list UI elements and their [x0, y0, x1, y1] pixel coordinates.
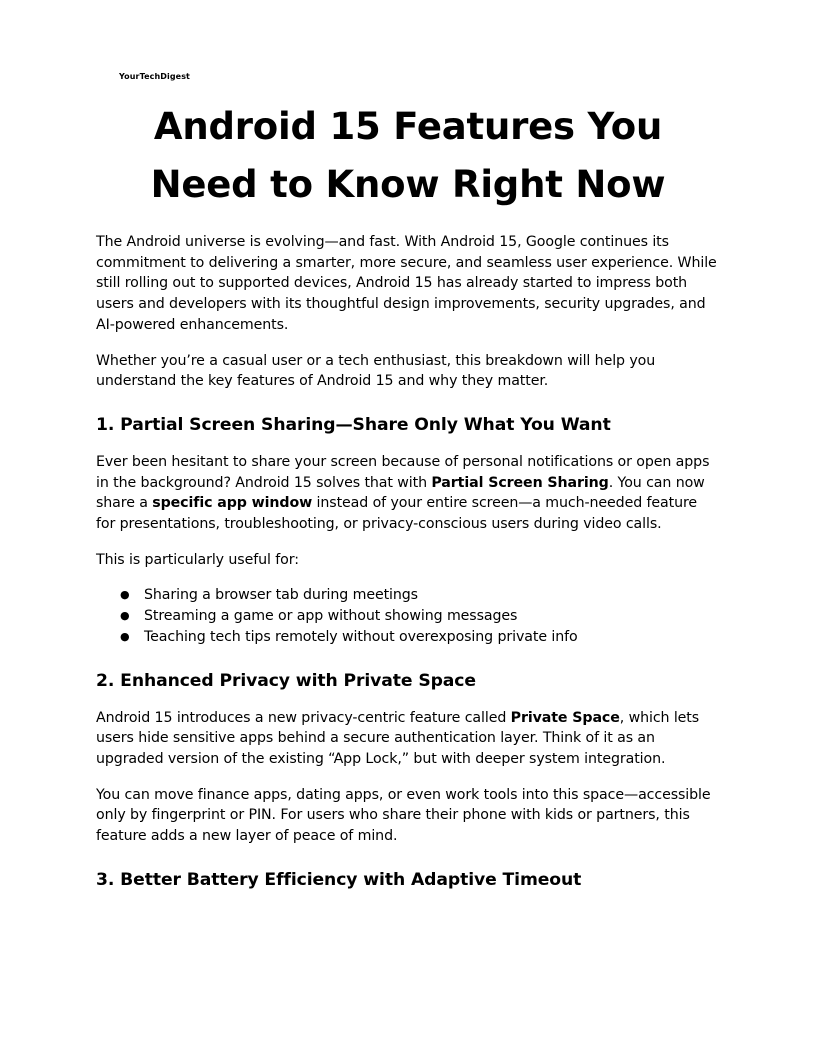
- list-item-text: Teaching tech tips remotely without overexposing private info: [144, 628, 578, 645]
- section-2-heading: 2. Enhanced Privacy with Private Space: [96, 670, 476, 691]
- section-1-heading: 1. Partial Screen Sharing—Share Only What You Want: [96, 414, 611, 435]
- section-3-heading: 3. Better Battery Efficiency with Adaptive Timeout: [96, 869, 582, 890]
- bold-partial-screen-sharing: Partial Screen Sharing: [431, 474, 609, 491]
- list-item: [120, 627, 720, 648]
- text-span: Android 15 introduces a new privacy-centric feature called: [96, 709, 511, 726]
- title-line-1: Android 15 Features You: [153, 105, 663, 148]
- text-span: instead of your entire screen—a much-needed feature for presentations, troubleshooting, or privacy-conscious users during video calls.: [96, 495, 698, 533]
- bold-private-space: Private Space: [510, 709, 620, 726]
- section-1-paragraph-2: This is particularly useful for:: [96, 551, 299, 568]
- bullet-icon: ●: [120, 588, 130, 602]
- use-case-list: [96, 585, 720, 647]
- title-line-2: Need to Know Right Now: [150, 163, 666, 206]
- bold-specific-app-window: specific app window: [152, 495, 313, 512]
- bullet-icon: ●: [120, 629, 130, 643]
- list-item: [120, 606, 720, 627]
- list-item-text: Streaming a game or app without showing messages: [144, 608, 518, 625]
- bullet-icon: ●: [120, 609, 130, 623]
- article-body: [96, 232, 720, 907]
- list-item: [120, 585, 720, 606]
- text-span: Ever been hesitant to share your screen because of personal notifications or open apps in the background? Android 15 solves that with: [96, 453, 710, 491]
- section-1-paragraph-1: [96, 452, 720, 535]
- intro-paragraph-1: The Android universe is evolving—and fast. With Android 15, Google continues its commitment to delivering a smarter, more secure, and seamless user experience. While still rolling out to supported devices, Android 15 has already started to impress both users and developers with its thoughtful design improvements, security upgrades, and AI-powered enhancements.: [96, 234, 717, 333]
- section-2-paragraph-1: [96, 708, 720, 770]
- intro-paragraph-2: Whether you’re a casual user or a tech enthusiast, this breakdown will help you understand the key features of Android 15 and why they matter.: [96, 352, 656, 390]
- text-span: . You can now share a: [96, 474, 705, 512]
- brand-logo-text: YourTechDigest: [119, 72, 190, 81]
- section-2-paragraph-2: You can move finance apps, dating apps, or even work tools into this space—accessible only by fingerprint or PIN. For users who share their phone with kids or partners, this feature adds a new layer of peace of mind.: [96, 786, 711, 845]
- article-title: [96, 98, 720, 214]
- text-span: , which lets users hide sensitive apps behind a secure authentication layer. Think of it as an upgraded version of the existing “App Lock,” but with deeper system integration.: [96, 709, 700, 767]
- list-item-text: Sharing a browser tab during meetings: [144, 587, 418, 604]
